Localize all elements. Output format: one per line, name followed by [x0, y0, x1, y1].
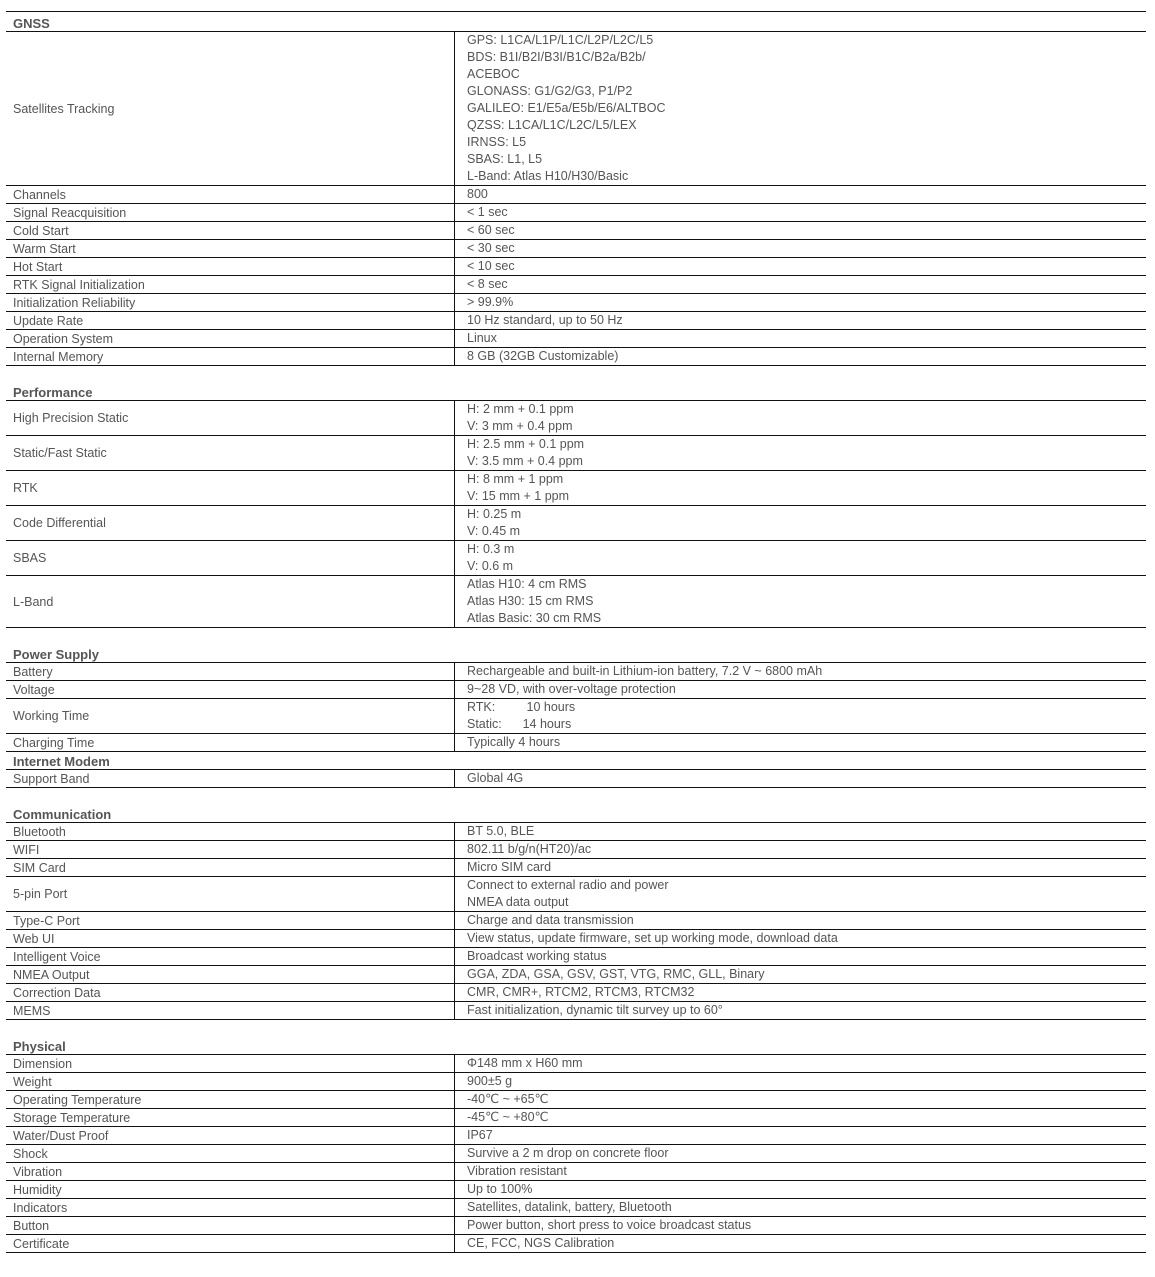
spec-value-line: BT 5.0, BLE — [467, 824, 535, 838]
spec-label: Internal Memory — [6, 348, 455, 365]
spec-value — [455, 859, 1146, 876]
spec-value — [455, 1109, 1146, 1126]
spec-label: Warm Start — [6, 240, 455, 257]
spec-value-line: GALILEO: E1/E5a/E5b/E6/ALTBOC — [467, 101, 666, 115]
spec-value — [455, 877, 1146, 911]
spec-row — [6, 1109, 1146, 1127]
spec-value-line: > 99.9% — [467, 295, 514, 309]
spec-value — [455, 663, 1146, 680]
spec-label: 5-pin Port — [6, 877, 455, 911]
spec-value-line: < 1 sec — [467, 205, 508, 219]
section-title: Communication — [6, 788, 1146, 823]
spec-value-line: H: 0.3 m — [467, 542, 515, 556]
spec-value-line: 10 Hz standard, up to 50 Hz — [467, 313, 623, 327]
spec-value-line: Charge and data transmission — [467, 913, 634, 927]
spec-label: Humidity — [6, 1181, 455, 1198]
spec-row — [6, 330, 1146, 348]
spec-value-line: RTK: 10 hours — [467, 700, 576, 714]
spec-value-line: 9~28 VD, with over-voltage protection — [467, 682, 676, 696]
spec-value — [455, 1127, 1146, 1144]
spec-label: Voltage — [6, 681, 455, 698]
spec-row — [6, 1091, 1146, 1109]
spec-value-line: CMR, CMR+, RTCM2, RTCM3, RTCM32 — [467, 985, 695, 999]
spec-value — [455, 1163, 1146, 1180]
spec-row — [6, 258, 1146, 276]
spec-label: Shock — [6, 1145, 455, 1162]
spec-label: Static/Fast Static — [6, 436, 455, 470]
spec-value — [455, 330, 1146, 347]
spec-label: Correction Data — [6, 984, 455, 1001]
spec-row — [6, 663, 1146, 681]
spec-value-line: Connect to external radio and power — [467, 878, 669, 892]
spec-row — [6, 823, 1146, 841]
spec-row — [6, 32, 1146, 186]
spec-value — [455, 294, 1146, 311]
spec-label: Initialization Reliability — [6, 294, 455, 311]
spec-value-line: Micro SIM card — [467, 860, 552, 874]
spec-value-line: IP67 — [467, 1128, 493, 1142]
spec-label: Cold Start — [6, 222, 455, 239]
spec-label: SBAS — [6, 541, 455, 575]
spec-value-line: V: 15 mm + 1 ppm — [467, 489, 570, 503]
spec-value-line: -45℃ ~ +80℃ — [467, 1110, 549, 1124]
spec-value — [455, 240, 1146, 257]
spec-label: NMEA Output — [6, 966, 455, 983]
spec-value-line: 900±5 g — [467, 1074, 513, 1088]
spec-row — [6, 877, 1146, 912]
spec-label: SIM Card — [6, 859, 455, 876]
spec-label: Support Band — [6, 770, 455, 787]
spec-value-line: < 30 sec — [467, 241, 515, 255]
spec-row — [6, 240, 1146, 258]
spec-value-line: Atlas H10: 4 cm RMS — [467, 577, 587, 591]
spec-row — [6, 276, 1146, 294]
spec-value-line: BDS: B1I/B2I/B3I/B1C/B2a/B2b/ — [467, 50, 646, 64]
spec-value-line: 802.11 b/g/n(HT20)/ac — [467, 842, 592, 856]
spec-value — [455, 1199, 1146, 1216]
spec-value — [455, 1235, 1146, 1252]
spec-value-line: Φ148 mm x H60 mm — [467, 1056, 583, 1070]
spec-value — [455, 1002, 1146, 1019]
spec-label: Dimension — [6, 1055, 455, 1072]
spec-label: Operating Temperature — [6, 1091, 455, 1108]
spec-row — [6, 1002, 1146, 1020]
spec-value — [455, 930, 1146, 947]
spec-row — [6, 966, 1146, 984]
spec-row — [6, 222, 1146, 240]
spec-value — [455, 258, 1146, 275]
spec-value — [455, 841, 1146, 858]
spec-value-line: GGA, ZDA, GSA, GSV, GST, VTG, RMC, GLL, Binary — [467, 967, 765, 981]
spec-label: Satellites Tracking — [6, 32, 455, 185]
spec-label: Certificate — [6, 1235, 455, 1252]
spec-value-line: Satellites, datalink, battery, Bluetooth — [467, 1200, 672, 1214]
spec-label: Type-C Port — [6, 912, 455, 929]
spec-value — [455, 506, 1146, 540]
spec-label: Charging Time — [6, 734, 455, 751]
spec-row — [6, 681, 1146, 699]
spec-value-line: H: 2.5 mm + 0.1 ppm — [467, 437, 585, 451]
spec-label: High Precision Static — [6, 401, 455, 435]
spec-value — [455, 32, 1146, 185]
spec-row — [6, 541, 1146, 576]
spec-row — [6, 401, 1146, 436]
spec-value-line: CE, FCC, NGS Calibration — [467, 1236, 615, 1250]
spec-value — [455, 823, 1146, 840]
spec-value — [455, 541, 1146, 575]
spec-value — [455, 699, 1146, 733]
spec-value — [455, 401, 1146, 435]
spec-label: L-Band — [6, 576, 455, 627]
spec-value-line: Typically 4 hours — [467, 735, 561, 749]
spec-value — [455, 312, 1146, 329]
spec-value-line: NMEA data output — [467, 895, 569, 909]
spec-label: Storage Temperature — [6, 1109, 455, 1126]
spec-label: Code Differential — [6, 506, 455, 540]
spec-value — [455, 912, 1146, 929]
spec-row — [6, 506, 1146, 541]
spec-value-line: GPS: L1CA/L1P/L1C/L2P/L2C/L5 — [467, 33, 654, 47]
spec-value-line: V: 3.5 mm + 0.4 ppm — [467, 454, 583, 468]
spec-label: WIFI — [6, 841, 455, 858]
spec-value-line: Atlas H30: 15 cm RMS — [467, 594, 594, 608]
spec-value-line: V: 3 mm + 0.4 ppm — [467, 419, 573, 433]
spec-label: Button — [6, 1217, 455, 1234]
spec-label: Operation System — [6, 330, 455, 347]
spec-value-line: IRNSS: L5 — [467, 135, 527, 149]
section-title: Physical — [6, 1020, 1146, 1055]
spec-label: Intelligent Voice — [6, 948, 455, 965]
spec-value — [455, 204, 1146, 221]
spec-label: RTK Signal Initialization — [6, 276, 455, 293]
spec-value — [455, 186, 1146, 203]
spec-label: Indicators — [6, 1199, 455, 1216]
spec-value-line: Static: 14 hours — [467, 717, 572, 731]
spec-value — [455, 471, 1146, 505]
spec-row — [6, 1073, 1146, 1091]
spec-value — [455, 222, 1146, 239]
spec-value-line: Broadcast working status — [467, 949, 607, 963]
spec-label: RTK — [6, 471, 455, 505]
spec-label: Channels — [6, 186, 455, 203]
spec-value-line: Fast initialization, dynamic tilt survey up to 60° — [467, 1003, 723, 1017]
spec-value-line: Up to 100% — [467, 1182, 533, 1196]
spec-value — [455, 1217, 1146, 1234]
spec-value-line: V: 0.6 m — [467, 559, 514, 573]
spec-label: Weight — [6, 1073, 455, 1090]
spec-label: Update Rate — [6, 312, 455, 329]
spec-label: Water/Dust Proof — [6, 1127, 455, 1144]
spec-value — [455, 770, 1146, 787]
spec-value-line: Linux — [467, 331, 497, 345]
spec-row — [6, 734, 1146, 752]
spec-row — [6, 1127, 1146, 1145]
spec-row — [6, 1145, 1146, 1163]
spec-value — [455, 1145, 1146, 1162]
spec-value-line: Vibration resistant — [467, 1164, 567, 1178]
spec-value-line: -40℃ ~ +65℃ — [467, 1092, 549, 1106]
spec-row — [6, 1199, 1146, 1217]
section-title: GNSS — [6, 12, 1146, 32]
spec-value — [455, 1091, 1146, 1108]
spec-value-line: 800 — [467, 187, 488, 201]
spec-row — [6, 984, 1146, 1002]
spec-row — [6, 1181, 1146, 1199]
spec-row — [6, 471, 1146, 506]
spec-value-line: V: 0.45 m — [467, 524, 521, 538]
spec-row — [6, 1235, 1146, 1253]
spec-row — [6, 186, 1146, 204]
spec-value — [455, 984, 1146, 1001]
spec-row — [6, 294, 1146, 312]
spec-value-line: H: 2 mm + 0.1 ppm — [467, 402, 574, 416]
spec-row — [6, 912, 1146, 930]
spec-value — [455, 576, 1146, 627]
spec-row — [6, 576, 1146, 628]
section-title: Power Supply — [6, 628, 1146, 663]
spec-label: Bluetooth — [6, 823, 455, 840]
spec-value-line: SBAS: L1, L5 — [467, 152, 543, 166]
spec-value — [455, 348, 1146, 365]
spec-value-line: Survive a 2 m drop on concrete floor — [467, 1146, 669, 1160]
spec-value — [455, 276, 1146, 293]
spec-value-line: < 60 sec — [467, 223, 515, 237]
spec-label: Signal Reacquisition — [6, 204, 455, 221]
spec-value-line: H: 0.25 m — [467, 507, 522, 521]
spec-value — [455, 1181, 1146, 1198]
spec-row — [6, 841, 1146, 859]
spec-value-line: Rechargeable and built-in Lithium-ion battery, 7.2 V ~ 6800 mAh — [467, 664, 823, 678]
spec-row — [6, 348, 1146, 366]
spec-label: Hot Start — [6, 258, 455, 275]
spec-value — [455, 966, 1146, 983]
spec-value-line: < 10 sec — [467, 259, 515, 273]
spec-value-line: L-Band: Atlas H10/H30/Basic — [467, 169, 629, 183]
spec-label: Battery — [6, 663, 455, 680]
spec-label: Vibration — [6, 1163, 455, 1180]
spec-row — [6, 1055, 1146, 1073]
spec-label: Web UI — [6, 930, 455, 947]
spec-value-line: < 8 sec — [467, 277, 508, 291]
spec-label: MEMS — [6, 1002, 455, 1019]
spec-row — [6, 204, 1146, 222]
spec-value-line: 8 GB (32GB Customizable) — [467, 349, 619, 363]
spec-value-line: Power button, short press to voice broadcast status — [467, 1218, 752, 1232]
section-title: Performance — [6, 366, 1146, 401]
spec-value-line: Global 4G — [467, 771, 524, 785]
spec-row — [6, 436, 1146, 471]
spec-row — [6, 1217, 1146, 1235]
spec-value-line: Atlas Basic: 30 cm RMS — [467, 611, 602, 625]
spec-row — [6, 312, 1146, 330]
section-title: Internet Modem — [6, 752, 1146, 770]
spec-value-line: H: 8 mm + 1 ppm — [467, 472, 564, 486]
spec-row — [6, 699, 1146, 734]
spec-table — [6, 11, 1146, 1253]
spec-value — [455, 734, 1146, 751]
spec-label: Working Time — [6, 699, 455, 733]
spec-value-line: QZSS: L1CA/L1C/L2C/L5/LEX — [467, 118, 637, 132]
spec-value — [455, 1055, 1146, 1072]
spec-value-line: ACEBOC — [467, 67, 520, 81]
spec-value — [455, 948, 1146, 965]
spec-value-line: View status, update firmware, set up working mode, download data — [467, 931, 838, 945]
spec-row — [6, 1163, 1146, 1181]
spec-value-line: GLONASS: G1/G2/G3, P1/P2 — [467, 84, 633, 98]
spec-row — [6, 930, 1146, 948]
spec-row — [6, 770, 1146, 788]
spec-value — [455, 681, 1146, 698]
spec-row — [6, 948, 1146, 966]
spec-value — [455, 1073, 1146, 1090]
spec-value — [455, 436, 1146, 470]
spec-row — [6, 859, 1146, 877]
